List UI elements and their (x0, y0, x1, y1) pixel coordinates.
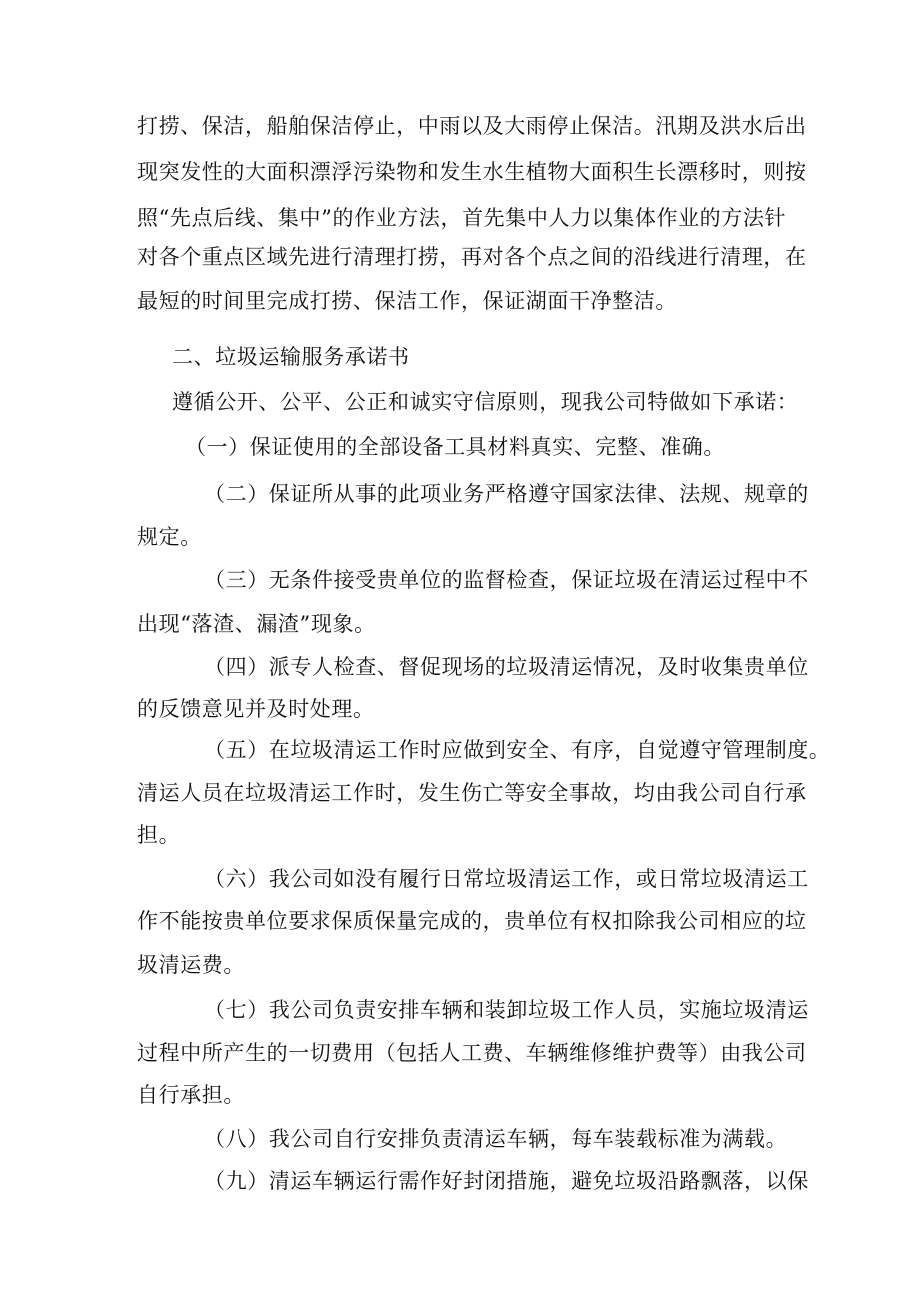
commitment-item-2: （二）保证所从事的此项业务严格遵守国家法律、法规、规章的 (204, 482, 809, 506)
commitment-item-4-cont: 的反馈意见并及时处理。 (137, 697, 375, 721)
commitment-item-3-cont: 出现“落渣、漏渣”现象。 (137, 612, 376, 636)
commitment-item-6-cont: 圾清运费。 (137, 953, 245, 977)
commitment-item-7-cont: 自行承担。 (137, 1083, 245, 1107)
commitment-item-5-cont: 清运人员在垃圾清运工作时，发生伤亡等安全事故，均由我公司自行承 (137, 781, 807, 805)
commitment-item-7: （七）我公司负责安排车辆和装卸垃圾工作人员，实施垃圾清运 (204, 998, 809, 1022)
paragraph-line: 对各个重点区域先进行清理打捞，再对各个点之间的沿线进行清理，在 (137, 245, 807, 269)
commitment-item-9: （九）清运车辆运行需作好封闭措施，避免垃圾沿路飘落，以保 (204, 1169, 809, 1193)
commitment-item-6: （六）我公司如没有履行日常垃圾清运工作，或日常垃圾清运工 (204, 867, 809, 891)
commitment-item-7-cont: 过程中所产生的一切费用（包括人工费、车辆维修维护费等）由我公司 (137, 1041, 807, 1065)
paragraph-line: 现突发性的大面积漂浮污染物和发生水生植物大面积生长漂移时，则按 (137, 160, 807, 184)
commitment-item-2-cont: 规定。 (137, 525, 202, 549)
commitment-item-1: （一）保证使用的全部设备工具材料真实、完整、准确。 (185, 435, 725, 459)
commitment-item-3: （三）无条件接受贵单位的监督检查，保证垃圾在清运过程中不 (204, 568, 809, 592)
paragraph-line: 照“先点后线、集中”的作业方法，首先集中人力以集体作业的方法针 (137, 206, 787, 230)
paragraph-line: 最短的时间里完成打捞、保洁工作，保证湖面干净整洁。 (137, 289, 677, 313)
commitment-item-6-cont: 作不能按贵单位要求保质保量完成的，贵单位有权扣除我公司相应的垃 (137, 909, 807, 933)
commitment-item-5: （五）在垃圾清运工作时应做到安全、有序，自觉遵守管理制度。 (204, 738, 831, 762)
commitment-item-4: （四）派专人检查、督促现场的垃圾清运情况，及时收集贵单位 (204, 655, 809, 679)
section-heading: 二、垃圾运输服务承诺书 (172, 345, 410, 369)
intro-text: 遵循公开、公平、公正和诚实守信原则，现我公司特做如下承诺： (172, 390, 799, 414)
commitment-item-5-cont: 担。 (137, 823, 181, 847)
commitment-item-8: （八）我公司自行安排负责清运车辆，每车装载标准为满载。 (204, 1127, 788, 1151)
paragraph-line: 打捞、保洁，船舶保洁停止，中雨以及大雨停止保洁。汛期及洪水后出 (137, 114, 807, 138)
